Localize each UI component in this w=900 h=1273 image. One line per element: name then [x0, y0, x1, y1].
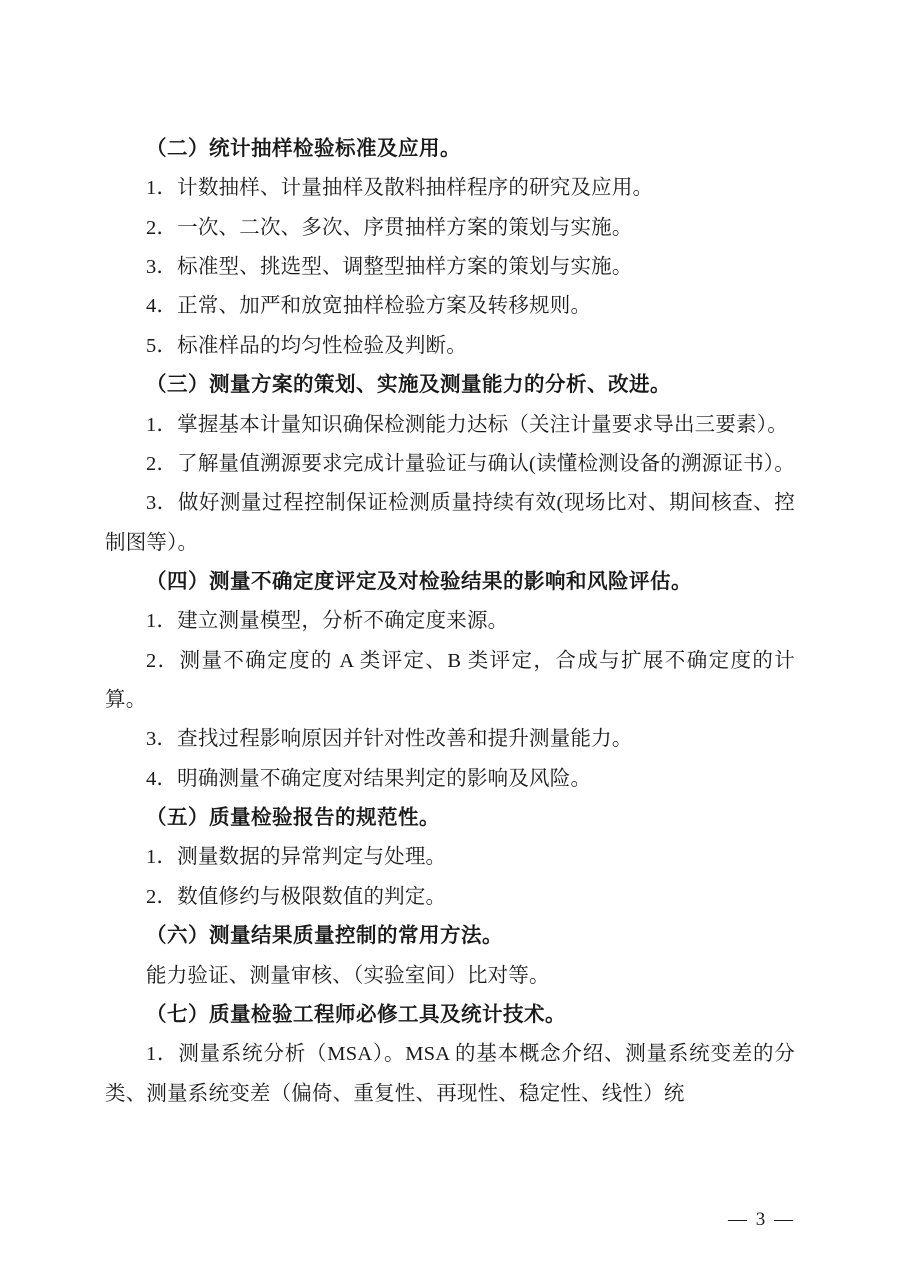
- list-item: 1．掌握基本计量知识确保检测能力达标（关注计量要求导出三要素）。: [146, 413, 788, 436]
- list-item: 1．建立测量模型，分析不确定度来源。: [146, 610, 509, 633]
- list-item: 2．测量不确定度的 A 类评定、B 类评定，合成与扩展不确定度的计算。: [105, 649, 795, 712]
- list-item: 4．明确测量不确定度对结果判定的影响及风险。: [146, 767, 592, 790]
- section-heading: （六）测量结果质量控制的常用方法。: [146, 925, 503, 948]
- page-number: — 3 —: [728, 1209, 795, 1230]
- list-item: 2．了解量值溯源要求完成计量验证与确认(读懂检测设备的溯源证书）。: [146, 452, 795, 475]
- list-item: 1．计数抽样、计量抽样及散料抽样程序的研究及应用。: [146, 177, 654, 200]
- body-paragraph: 能力验证、测量审核、（实验室间）比对等。: [146, 964, 550, 987]
- list-item: 3．查找过程影响原因并针对性改善和提升测量能力。: [146, 728, 633, 751]
- list-item: 2．一次、二次、多次、序贯抽样方案的策划与实施。: [146, 216, 633, 239]
- section-heading: （三）测量方案的策划、实施及测量能力的分析、改进。: [146, 374, 671, 397]
- section-heading: （二）统计抽样检验标准及应用。: [146, 138, 461, 160]
- list-item: 3．做好测量过程控制保证检测质量持续有效(现场比对、期间核查、控制图等）。: [105, 492, 795, 554]
- document-body: [105, 130, 795, 1114]
- list-item: 4．正常、加严和放宽抽样检验方案及转移规则。: [146, 295, 592, 318]
- list-item: 1．测量系统分析（MSA）。MSA 的基本概念介绍、测量系统变差的分类、测量系统变差（偏倚、重复性、再现性、稳定性、线性）统: [105, 1043, 795, 1105]
- list-item: 5．标准样品的均匀性检验及判断。: [146, 334, 467, 357]
- list-item: 2．数值修约与极限数值的判定。: [146, 885, 447, 908]
- list-item: 3．标准型、挑选型、调整型抽样方案的策划与实施。: [146, 256, 633, 279]
- section-heading: （四）测量不确定度评定及对检验结果的影响和风险评估。: [146, 570, 692, 593]
- section-heading: （七）质量检验工程师必修工具及统计技术。: [146, 1003, 566, 1026]
- list-item: 1．测量数据的异常判定与处理。: [146, 846, 447, 869]
- section-heading: （五）质量检验报告的规范性。: [146, 807, 440, 830]
